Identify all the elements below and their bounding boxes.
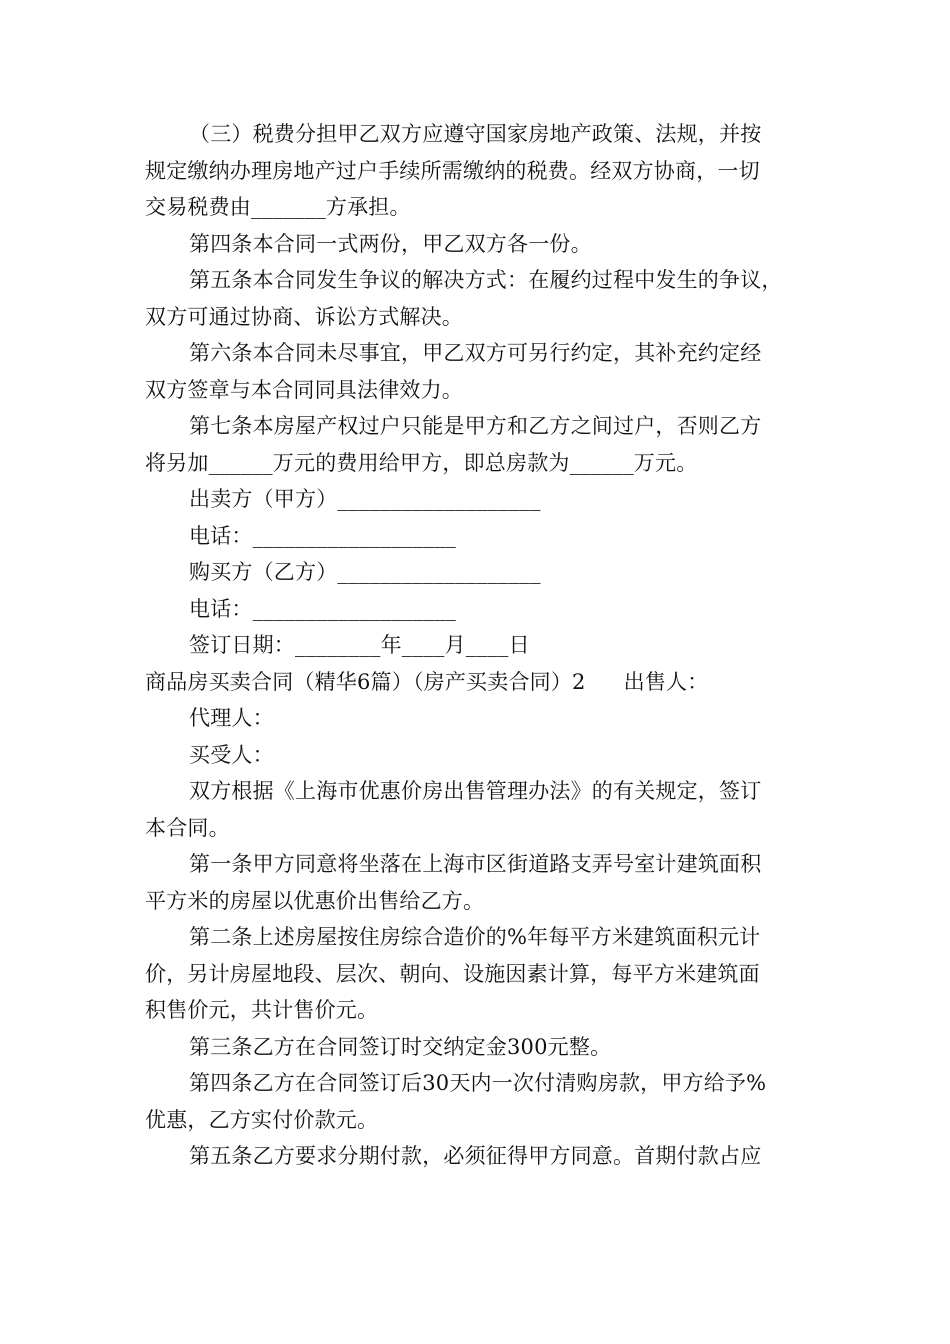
paragraph-line: 电话：___________________ (189, 523, 456, 548)
paragraph-line: 第七条本房屋产权过户只能是甲方和乙方之间过户，否则乙方 (189, 414, 762, 438)
paragraph-line: 积售价元，共计售价元。 (145, 998, 379, 1022)
paragraph-line: 第六条本合同未尽事宜，甲乙双方可另行约定，其补充约定经 (189, 341, 762, 365)
paragraph-line: 出卖方（甲方）___________________ (189, 487, 541, 511)
document-heading: 商品房买卖合同（精华6篇）（房产买卖合同）2 (145, 669, 586, 694)
paragraph-line: 购买方（乙方）___________________ (189, 560, 541, 584)
contract-section-2 (145, 700, 815, 1175)
paragraph-line: 双方根据《上海市优惠价房出售管理办法》的有关规定，签订 (189, 779, 762, 803)
paragraph-line: 本合同。 (145, 815, 230, 840)
paragraph-line: 第三条乙方在合同签订时交纳定金300元整。 (189, 1034, 612, 1059)
paragraph-line: 规定缴纳办理房地产过户手续所需缴纳的税费。经双方协商，一切 (145, 158, 760, 183)
document-body (145, 116, 815, 1175)
paragraph-line: 第四条本合同一式两份，甲乙双方各一份。 (189, 231, 592, 256)
paragraph-line: 签订日期：________年____月____日 (189, 633, 530, 657)
paragraph-line: 代理人： (189, 706, 274, 730)
paragraph-line: 价，另计房屋地段、层次、朝向、设施因素计算，每平方米建筑面 (145, 961, 760, 986)
paragraph-line: 电话：___________________ (189, 596, 456, 621)
paragraph-line: 第二条上述房屋按住房综合造价的%年每平方米建筑面积元计 (189, 925, 761, 949)
document-heading-line (145, 664, 815, 701)
paragraph-line: 交易税费由_______方承担。 (145, 195, 411, 219)
paragraph-line: 第五条乙方要求分期付款，必须征得甲方同意。首期付款占应 (189, 1144, 762, 1168)
paragraph-line: （三）税费分担甲乙双方应遵守国家房地产政策、法规，并按 (189, 122, 762, 146)
paragraph-line: 双方签章与本合同同具法律效力。 (145, 377, 463, 402)
paragraph-line: 平方米的房屋以优惠价出售给乙方。 (145, 888, 485, 913)
contract-section-1 (145, 116, 815, 664)
paragraph-line: 第四条乙方在合同签订后30天内一次付清购房款，甲方给予% (189, 1071, 767, 1095)
paragraph-line: 买受人： (189, 742, 274, 767)
paragraph-line: 优惠，乙方实付价款元。 (145, 1107, 379, 1132)
paragraph-line: 第五条本合同发生争议的解决方式：在履约过程中发生的争议， (189, 268, 783, 292)
seller-label: 出售人： (623, 669, 709, 694)
paragraph-line: 双方可通过协商、诉讼方式解决。 (145, 304, 463, 329)
paragraph-line: 第一条甲方同意将坐落在上海市区街道路支弄号室计建筑面积 (189, 852, 762, 876)
paragraph-line: 将另加______万元的费用给甲方，即总房款为______万元。 (145, 450, 698, 475)
